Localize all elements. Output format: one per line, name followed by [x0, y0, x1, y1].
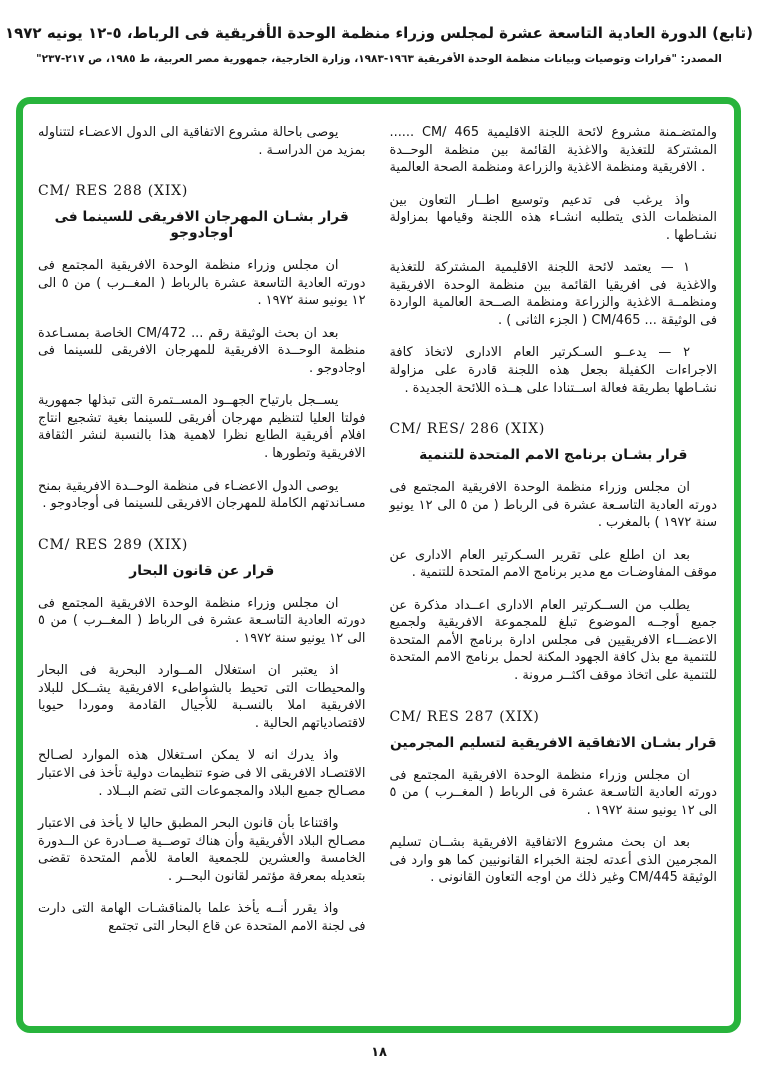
paragraph: يوصى باحالة مشروع الاتفاقية الى الدول الاعضـاء لتتناوله بمزيد من الدراسـة .: [37, 125, 366, 158]
resolution-title: قرار عن قانون البحار: [129, 562, 275, 579]
paragraph: واذ يدرك انه لا يمكن اسـتغلال هذه الموارد لصـالح الاقتصـاد الافريقى الا فى ضوء تنظيمات دولية تأخذ فى الاعتبار مصـالح جميع البلاد والمجموعات التى تضم البــلاد .: [38, 748, 366, 799]
column-right: [390, 124, 718, 1016]
resolution-ref: CM/ RES 289 (XIX): [38, 536, 189, 553]
header-source-line: المصدر: "قرارات وتوصيات وبيانات منظمة الوحدة الأفريقية ١٩٦٣-١٩٨٣، وزارة الخارجية، جمهورية مصر العربية، ط ١٩٨٥، ص ٢١٧-٢٣٧": [36, 53, 722, 65]
page-number: ١٨: [371, 1045, 387, 1060]
paragraph: بعد ان بحث مشروع الاتفاقية الافريقية بشــان تسليم المجرمين الذى أعدته لجنة الخبراء القانونيين كما هو وارد فى الوثيقة CM/445 وغير ذلك من اوجه التعاون القانونى .: [389, 835, 717, 886]
resolution-ref: CM/ RES/ 286 (XIX): [389, 421, 546, 438]
paragraph: ان مجلس وزراء منظمة الوحدة الافريقية المجتمع فى دورته العادية التاسـعة عشرة فى الرباط ( المغــرب ) من ٥ الى ١٢ يونيو سنة ١٩٧٢ .: [389, 767, 717, 818]
resolution-title: قرار بشـان الاتفاقية الافريقية لتسليم المجرمين: [390, 734, 717, 751]
paragraph: ...... CM/ 465 والمتضـمنة مشروع لائحة اللجنة الاقليمية المشتركة للتغذية والاغذية القائمة بين منظمة الوحــدة الافريقية ومنظمة الاغذية والزراعة ومنظمة الصحة العالمية .: [389, 125, 718, 176]
paragraph: واذ يقرر أنــه يأخذ علما بالمناقشـات الهامة التى دارت فى لجنة الامم المتحدة عن قاع البحار التى تجتمع: [38, 901, 366, 934]
paragraph: يوصى الدول الاعضـاء فى منظمة الوحــدة الافريقية بمنح مسـاندتهم الكاملة للمهرجان الافريقى للسينما فى أوجادوجو .: [38, 478, 366, 512]
two-column-layout: [38, 124, 717, 1016]
resolution-ref: CM/ RES 288 (XIX): [38, 183, 189, 200]
paragraph: ان مجلس وزراء منظمة الوحدة الافريقية المجتمع فى دورته العادية التاسـعة عشرة فى الرباط ( من ٥ الى ١٢ يونيو سنة ١٩٧٢ ) بالمغرب .: [389, 480, 718, 531]
content-frame: [16, 97, 741, 1033]
paragraph: يطلب من الســكرتير العام الادارى اعــداد مذكرة عن جميع أوجــه الموضوع تبلغ للمجموعة الافريقية ولجميع الاعضـــاء الافريقيين فى مجلس ادارة برنامج الأمم المتحدة للتنمية مع بذل كافة الجهود المكنة لحمل برنامج الامم المتحدة للتنمية على اتخاذ موقف اكثــر مرونة .: [389, 597, 717, 684]
paragraph: واقتناعا بأن قانون البحر المطبق حاليا لا يأخذ فى الاعتبار مصـالح البلاد الأفريقية وأن هناك توصــية صــادرة عن الــدورة الخامسة والعشرين للجمعية العامة للأمم المتحدة تقضى بتعديله بمعرفة مؤتمر لقانون البحــر .: [38, 816, 366, 884]
header-session-title: (تابع) الدورة العادية التاسعة عشرة لمجلس وزراء منظمة الوحدة الأفريقية فى الرباط، ٥-١٢ يونيه ١٩٧٢: [4, 24, 754, 42]
column-left: [38, 124, 366, 1016]
resolution-title: قرار بشـان المهرجان الافريقى للسينما فى اوجادوجو: [54, 209, 349, 242]
paragraph: ان مجلس وزراء منظمة الوحدة الافريقية المجتمع فى دورته العادية التاسعة عشرة بالرباط ( المغــرب ) من ٥ الى ١٢ يونيو سنة ١٩٧٢ .: [38, 258, 366, 309]
page-footer: [0, 1041, 758, 1060]
paragraph: يســجل بارتياح الجهــود المســتمرة التى تبذلها جمهورية فولتا العليا لتنظيم مهرجان أفريقى للسينما بغية تشجيع انتاج افلام أفريقية الطابع نظرا لاهمية هذا بالنسبة لنشر الثقافة الافريقية وتطورها .: [38, 393, 366, 462]
resolution-ref: CM/ RES 287 (XIX): [389, 708, 540, 725]
paragraph: ٢ — يدعــو السـكرتير العام الادارى لاتخاذ كافة الاجراءات الكفيلة بجعل هذه اللجنة قادرة على مزاولة نشـاطها بطريقة فعالة اســتنادا على هــذه اللائحة الجديدة .: [389, 345, 717, 396]
paragraph: واذ يرغب فى تدعيم وتوسيع اطــار التعاون بين المنظمات الذى يتطلبه انشـاء هذه اللجنة وقيامها بمزاولة نشـاطها .: [389, 192, 717, 243]
paragraph: ان مجلس وزراء منظمة الوحدة الافريقية المجتمع فى دورته العادية التاسـعة عشرة فى الرباط ( المغــرب ) من ٥ الى ١٢ يونيو سنة ١٩٧٢ .: [38, 595, 366, 646]
paragraph: بعد ان اطلع على تقرير السـكرتير العام الادارى عن موقف المفاوضـات مع مدير برنامج الامم المتحدة للتنمية .: [389, 547, 717, 581]
page-header: [0, 0, 758, 65]
resolution-title: قرار بشـان برنامج الامم المتحدة للتنمية: [419, 447, 688, 464]
paragraph: اذ يعتبر ان استغلال المــوارد البحرية فى البحار والمحيطات التى تحيط بالشواطىء الافريقية يشــكل للبلاد الافريقية املا بالنسـبة للأجيال القادمة وموردا حيويا لاقتصادياتهم الحالية .: [38, 663, 366, 731]
paragraph: ١ — يعتمد لائحة اللجنة الاقليمية المشتركة للتغذية والاغذية فى افريقيا القائمة بين منظمة الوحدة الافريقية ومنظمــة الاغذية والزراعة ومنظمة الصــحة العالمية الواردة فى الوثيقة ... CM/465 ( الجزء الثانى ) .: [389, 260, 717, 328]
paragraph: بعد ان بحث الوثيقة رقم ... CM/472 الخاصة بمسـاعدة منظمة الوحــدة الافريقية للمهرجان الافريقى للسينما فى اوجادوجو .: [38, 325, 366, 376]
